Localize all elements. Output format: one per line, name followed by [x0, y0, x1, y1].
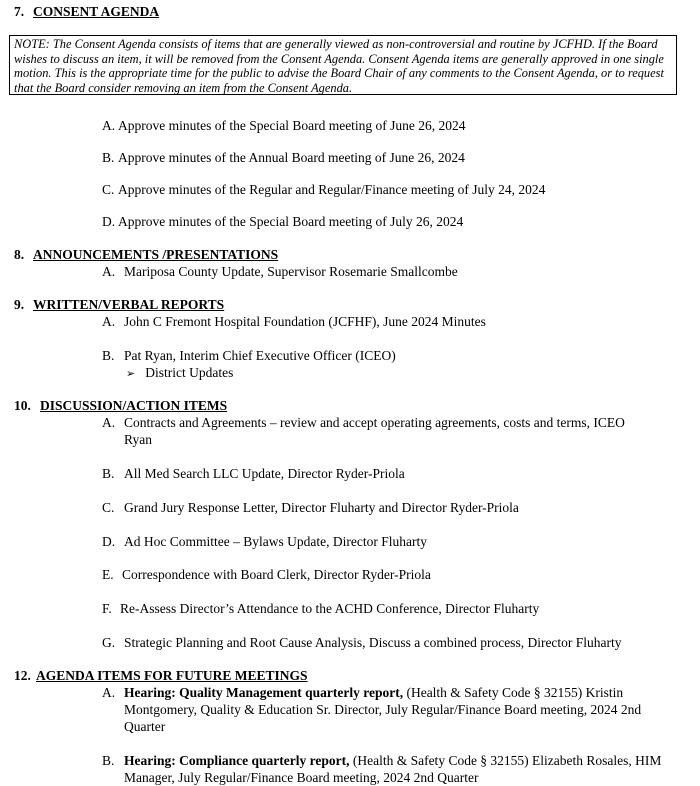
- list-item: F. Re-Assess Director’s Attendance to the ACHD Conference, Director Fluharty: [102, 601, 540, 616]
- section-12-heading: [14, 667, 308, 684]
- section-title: CONSENT AGENDA: [33, 4, 160, 19]
- section-title: ANNOUNCEMENTS /PRESENTATIONS: [33, 247, 279, 262]
- section-8-heading: [14, 246, 278, 263]
- section-title: AGENDA ITEMS FOR FUTURE MEETINGS: [36, 668, 308, 683]
- list-item: A. John C Fremont Hospital Foundation (JCFHF), June 2024 Minutes: [102, 314, 486, 329]
- section-number: 9.: [14, 297, 25, 312]
- section-title: WRITTEN/VERBAL REPORTS: [33, 297, 225, 312]
- section-number: 7.: [14, 4, 25, 19]
- section-9-heading: [14, 296, 224, 313]
- list-item: C. Grand Jury Response Letter, Director Fluharty and Director Ryder-Priola: [102, 500, 519, 515]
- list-item: B. Approve minutes of the Annual Board meeting of June 26, 2024: [102, 150, 465, 165]
- list-item: A. Approve minutes of the Special Board meeting of June 26, 2024: [102, 118, 466, 133]
- list-item: D. Approve minutes of the Special Board meeting of July 26, 2024: [102, 214, 464, 229]
- section-number: 8.: [14, 247, 25, 262]
- consent-agenda-note: NOTE: The Consent Agenda consists of items that are generally viewed as non-controversial and routine by JCFHD. If the Board wishes to discuss an item, it will be removed from the Consent Agenda. Consent Agenda items are generally approved in one single motion. This is the appropriate time for the public to advise the Board Chair of any comments to the Consent Agenda, or to request that the Board consider removing an item from the Consent Agenda.: [9, 35, 677, 95]
- sub-list-item: ➢ District Updates: [126, 365, 234, 380]
- list-item: B. All Med Search LLC Update, Director Ryder-Priola: [102, 466, 405, 481]
- section-7-heading: [14, 3, 159, 20]
- list-item: C. Approve minutes of the Regular and Regular/Finance meeting of July 24, 2024: [102, 182, 546, 197]
- list-item: A. Hearing: Quality Management quarterly report, (Health & Safety Code § 32155) Kristin Montgomery, Quality & Education Sr. Director, July Regular/Finance Board meeting, 2024 2nd Quarter: [102, 685, 642, 734]
- section-title: DISCUSSION/ACTION ITEMS: [40, 398, 228, 413]
- list-item: A. Mariposa County Update, Supervisor Rosemarie Smallcombe: [102, 264, 458, 279]
- list-item: B. Hearing: Compliance quarterly report, (Health & Safety Code § 32155) Elizabeth Rosales, HIM Manager, July Regular/Finance Board meeting, 2024 2nd Quarter: [102, 753, 662, 785]
- section-number: 10.: [14, 398, 31, 413]
- section-number: 12.: [14, 668, 31, 683]
- list-item: A. Contracts and Agreements – review and accept operating agreements, costs and terms, ICEO Ryan: [102, 415, 625, 447]
- list-item: B. Pat Ryan, Interim Chief Executive Officer (ICEO): [102, 348, 396, 363]
- list-item: G. Strategic Planning and Root Cause Analysis, Discuss a combined process, Director Fluharty: [102, 635, 622, 650]
- section-10-heading: [14, 397, 227, 414]
- list-item: E. Correspondence with Board Clerk, Director Ryder-Priola: [102, 567, 431, 582]
- list-item: D. Ad Hoc Committee – Bylaws Update, Director Fluharty: [102, 534, 427, 549]
- arrow-bullet-icon: ➢: [126, 368, 136, 380]
